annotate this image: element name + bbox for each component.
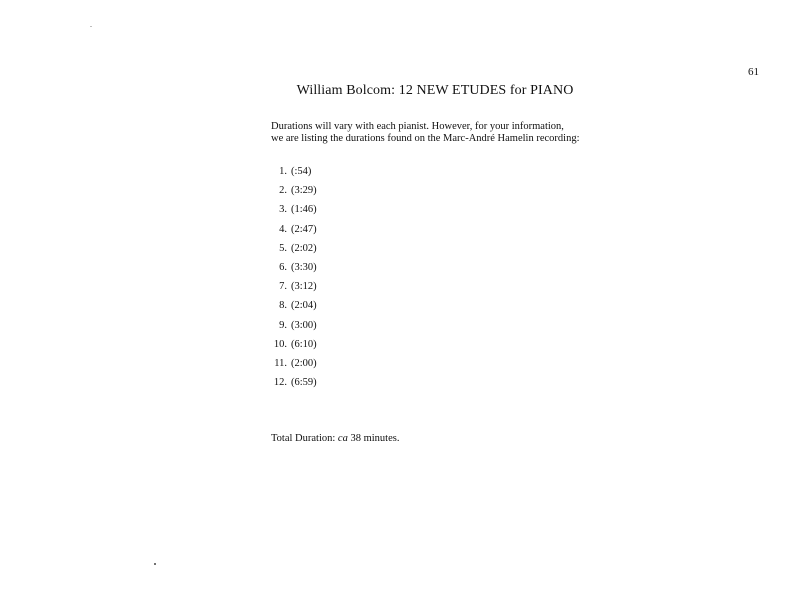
page-number: 61 xyxy=(748,66,759,78)
intro-line: Durations will vary with each pianist. However, for your information, xyxy=(271,121,564,132)
item-number: 6. xyxy=(279,261,287,273)
item-duration: (1:46) xyxy=(291,204,317,216)
page-title: William Bolcom: 12 NEW ETUDES for PIANO xyxy=(296,83,574,98)
item-number: 8. xyxy=(279,300,287,312)
item-duration: (2:02) xyxy=(291,242,317,254)
total-italic: ca xyxy=(337,433,348,444)
total-prefix: Total Duration: xyxy=(271,433,338,444)
item-number: 12. xyxy=(273,377,287,389)
list-item xyxy=(270,224,317,243)
intro-line: we are listing the durations found on the Marc-André Hamelin recording: xyxy=(271,133,580,144)
item-duration: (2:47) xyxy=(291,223,317,235)
item-number: 1. xyxy=(279,166,287,177)
total-suffix: 38 minutes. xyxy=(347,433,400,444)
list-item xyxy=(270,243,317,262)
list-item xyxy=(270,358,317,377)
item-duration: (6:59) xyxy=(291,377,317,389)
list-item xyxy=(270,262,317,281)
item-number: 2. xyxy=(279,185,287,197)
item-number: 11. xyxy=(274,357,287,369)
item-duration: (3:00) xyxy=(291,319,317,331)
list-item xyxy=(270,204,317,223)
scan-speck xyxy=(90,26,92,27)
list-item xyxy=(270,166,317,185)
scan-speck xyxy=(154,563,156,565)
item-number: 5. xyxy=(279,242,287,254)
item-duration: (3:30) xyxy=(291,261,317,273)
item-number: 7. xyxy=(279,281,287,293)
intro-paragraph xyxy=(271,121,580,145)
list-item xyxy=(270,339,317,358)
list-item xyxy=(270,185,317,204)
item-duration: (:54) xyxy=(291,166,312,177)
list-item xyxy=(270,300,317,319)
item-duration: (3:29) xyxy=(291,185,317,197)
total-duration xyxy=(271,433,399,444)
item-number: 3. xyxy=(279,204,287,216)
item-duration: (2:04) xyxy=(291,300,317,312)
item-number: 9. xyxy=(279,319,287,331)
item-duration: (3:12) xyxy=(291,281,317,293)
list-item xyxy=(270,377,317,396)
item-number: 10. xyxy=(273,338,287,350)
item-number: 4. xyxy=(279,223,287,235)
list-item xyxy=(270,281,317,300)
list-item xyxy=(270,320,317,339)
item-duration: (6:10) xyxy=(291,338,317,350)
item-duration: (2:00) xyxy=(291,357,317,369)
durations-list xyxy=(270,166,317,396)
